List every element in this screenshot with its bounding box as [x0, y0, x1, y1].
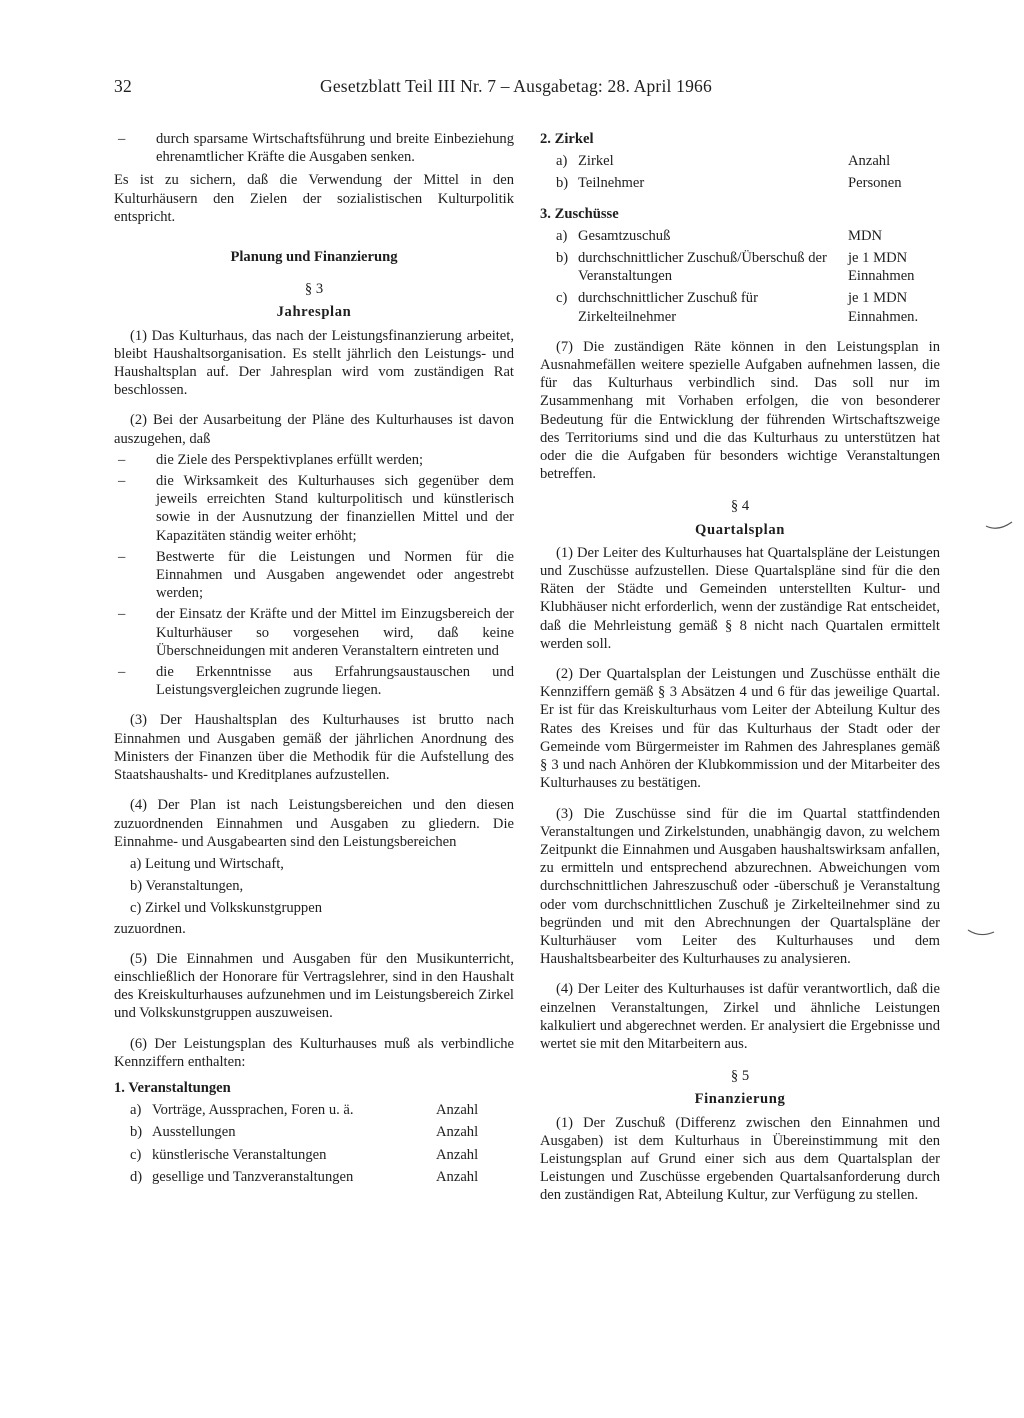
list-item: c) Zirkel und Volkskunstgruppen [130, 900, 322, 917]
table-row: b) Ausstellungen Anzahl [130, 1124, 479, 1141]
clause-3-2-dash: – der Einsatz der Kräfte und der Mittel im Einzugsbereich der Kulturhäuser so vorgesehen wird, daß keine Überschneidungen mit anderen Veranstaltern eintreten und [114, 605, 514, 660]
intro-paragraph: Es ist zu sichern, daß die Verwendung der Mittel in den Kulturhäusern den Zielen der sozialistischen Kulturpolitik entspricht. [114, 172, 514, 225]
left-column [114, 130, 514, 1186]
clause-5-1: (1) Der Zuschuß (Differenz zwischen den Einnahmen und Ausgaben) ist dem Kulturhaus in Übereinstimmung mit den Leistungsplan auf Grund einer sich aus dem Quartalsplan der Leistungen und Zuschüsse ergebenden Quartalsanforderung durch den zuständigen Rat, Abteilung Kultur, zur Verfügung zu stellen. [540, 1114, 940, 1204]
table-row: a) Gesamtzuschuß MDN [556, 227, 883, 244]
clause-4-2: (2) Der Quartalsplan der Leistungen und Zuschüsse enthält die Kennziffern gemäß § 3 Absätzen 4 und 6 für das jeweilige Quartal. Er ist für das Kreiskulturhaus vom Leiter der Abteilung Kultur des Rates des Kreises und für das Kulturhaus der Stadt oder der Gemeinde vom Bürgermeister im Rahmen des Jahresplanes gemäß § 3 und nach Anhören der Klubkommission und der Mitarbeiter des Kulturhauses zu bestätigen. [540, 666, 940, 792]
list-item: a) Leitung und Wirtschaft, [130, 855, 284, 872]
clause-3-2-dash: – die Wirksamkeit des Kulturhauses sich gegenüber dem jeweils erreichten Stand kulturpolitisch und künstlerisch sowie in der Ausnutzung der finanziellen Mittel und der Kapazitäten ständig weiter erhöht; [114, 472, 514, 545]
list-1-heading: 1. Veranstaltungen [114, 1079, 231, 1096]
table-row: c) durchschnittlicher Zuschuß für Zirkelteilnehmer je 1 MDN Einnahmen. [556, 290, 919, 325]
page-number: 32 [114, 76, 132, 96]
clause-3-4: (4) Der Plan ist nach Leistungsbereichen und den diesen zuzuordnenden Einnahmen und Ausgaben zu gliedern. Die Einnahme- und Ausgabearten sind den Leistungsbereichen [114, 797, 514, 850]
paragraph-3-title: Jahresplan [276, 304, 352, 321]
intro-dash-item: – durch sparsame Wirtschaftsführung und breite Einbeziehung ehrenamtlicher Kräfte die Ausgaben senken. [114, 130, 514, 166]
clause-4-1: (1) Der Leiter des Kulturhauses hat Quartalspläne der Leistungen und Zuschüsse aufzustellen. Diese Quartalspläne sind für die den Räten der Städte und Gemeinden unterstellten Kultur- und Klubhäuser nicht erforderlich, wenn der zuständige Rat entscheidet, daß die Mehrleistung gemäß § 8 nicht nach Quartalen ermittelt werden soll. [540, 544, 940, 652]
table-row: a) Zirkel Anzahl [556, 153, 891, 170]
list-item: b) Veranstaltungen, [130, 878, 244, 895]
margin-mark-icon [984, 520, 1014, 534]
clause-3-1: (1) Das Kulturhaus, das nach der Leistungsfinanzierung arbeitet, bleibt Haushaltsorganisation. Es stellt jährlich den Leistungs- und Haushaltsplan auf. Der Jahresplan wird vom zuständigen Rat beschlossen. [114, 327, 514, 399]
clause-3-5: (5) Die Einnahmen und Ausgaben für den Musikunterricht, einschließlich der Honorare für Vertragslehrer, sind in den Haushalt des Kreiskulturhauses aufzunehmen und im Leistungsbereich Zirkel und Volkskunstgruppen auszuweisen. [114, 950, 514, 1022]
clause-3-4-end: zuzuordnen. [114, 920, 186, 937]
paragraph-4-title: Quartalsplan [695, 521, 785, 538]
clause-3-7: (7) Die zuständigen Räte können in den Leistungsplan in Ausnahmefällen weitere spezielle Aufgaben aufnehmen lassen, die für das Kulturhaus verbindlich sind. Das soll nur im Zusammenhang mit Vorhaben erfolgen, die von besonderer Bedeutung für die Entwicklung der führenden Wirtschaftszweige des Territoriums sind und die das Kulturhaus zu unterstützen hat oder die die Aufgaben für besonders wichtige Veranstaltungen betreffen. [540, 338, 940, 483]
table-row: d) gesellige und Tanzveranstaltungen Anzahl [130, 1168, 479, 1185]
clause-3-2-dash: – die Ziele des Perspektivplanes erfüllt werden; [114, 451, 514, 469]
clause-3-2-dash: – Bestwerte für die Leistungen und Normen für die Einnahmen und Ausgaben angewendet oder angestrebt werden; [114, 548, 514, 603]
table-row: a) Vorträge, Aussprachen, Foren u. ä. Anzahl [130, 1102, 479, 1119]
list-3-heading: 3. Zuschüsse [540, 205, 619, 222]
right-column [540, 130, 940, 1205]
clause-3-2: (2) Bei der Ausarbeitung der Pläne des Kulturhauses ist davon auszugehen, daß [114, 412, 514, 447]
paragraph-5-symbol: § 5 [730, 1068, 750, 1085]
margin-mark-icon [966, 926, 996, 940]
list-2-heading: 2. Zirkel [540, 131, 594, 147]
section-heading: Planung und Finanzierung [230, 249, 398, 266]
clause-3-3: (3) Der Haushaltsplan des Kulturhauses ist brutto nach Einnahmen und Ausgaben gemäß der jährlichen Anordnung des Ministers der Finanzen über die Methodik für die Aufstellung des Staatshaushalts- und Kreditplanes aufzustellen. [114, 712, 514, 784]
table-row: b) durchschnittlicher Zuschuß/Überschuß der Veranstaltungen je 1 MDN Einnahmen [556, 250, 915, 285]
clause-3-6: (6) Der Leistungsplan des Kulturhauses muß als verbindliche Kennziffern enthalten: [114, 1035, 514, 1070]
paragraph-3-symbol: § 3 [304, 281, 324, 298]
clause-4-4: (4) Der Leiter des Kulturhauses ist dafür verantwortlich, daß die einzelnen Veranstaltungen, Zirkel und ähnliche Leistungen kalkuliert und abgerechnet werden. Er analysiert die Ergebnisse und wertet sie mit den Mitarbeitern aus. [540, 981, 940, 1052]
table-row: b) Teilnehmer Personen [556, 175, 902, 192]
paragraph-4-symbol: § 4 [730, 498, 750, 515]
clause-3-2-dash: – die Erkenntnisse aus Erfahrungsaustauschen und Leistungsvergleichen zugrunde liegen. [114, 663, 514, 699]
paragraph-5-title: Finanzierung [694, 1091, 786, 1108]
clause-4-3: (3) Die Zuschüsse sind für die im Quartal stattfindenden Veranstaltungen und Zirkelstunden, unabhängig davon, zu welchem Zeitpunkt die Einnahmen und Ausgaben haushaltswirksam anfallen, zu ermitteln und entsprechend abzurechnen. Abweichungen vom durchschnittlichen Jahreszuschuß oder -überschuß je Veranstaltung oder vom durchschnittlichen Zuschuß je Zirkelteilnehmer sind zu begründen und mit den Abrechnungen der Quartalspläne der Kulturhäuser vom Leiter des Kulturhauses und dem Haushaltsbearbeiter des Kulturhauses zu analysieren. [540, 805, 940, 968]
table-row: c) künstlerische Veranstaltungen Anzahl [130, 1146, 479, 1163]
gazette-title: Gesetzblatt Teil III Nr. 7 – Ausgabetag: 28. April 1966 [320, 76, 712, 96]
